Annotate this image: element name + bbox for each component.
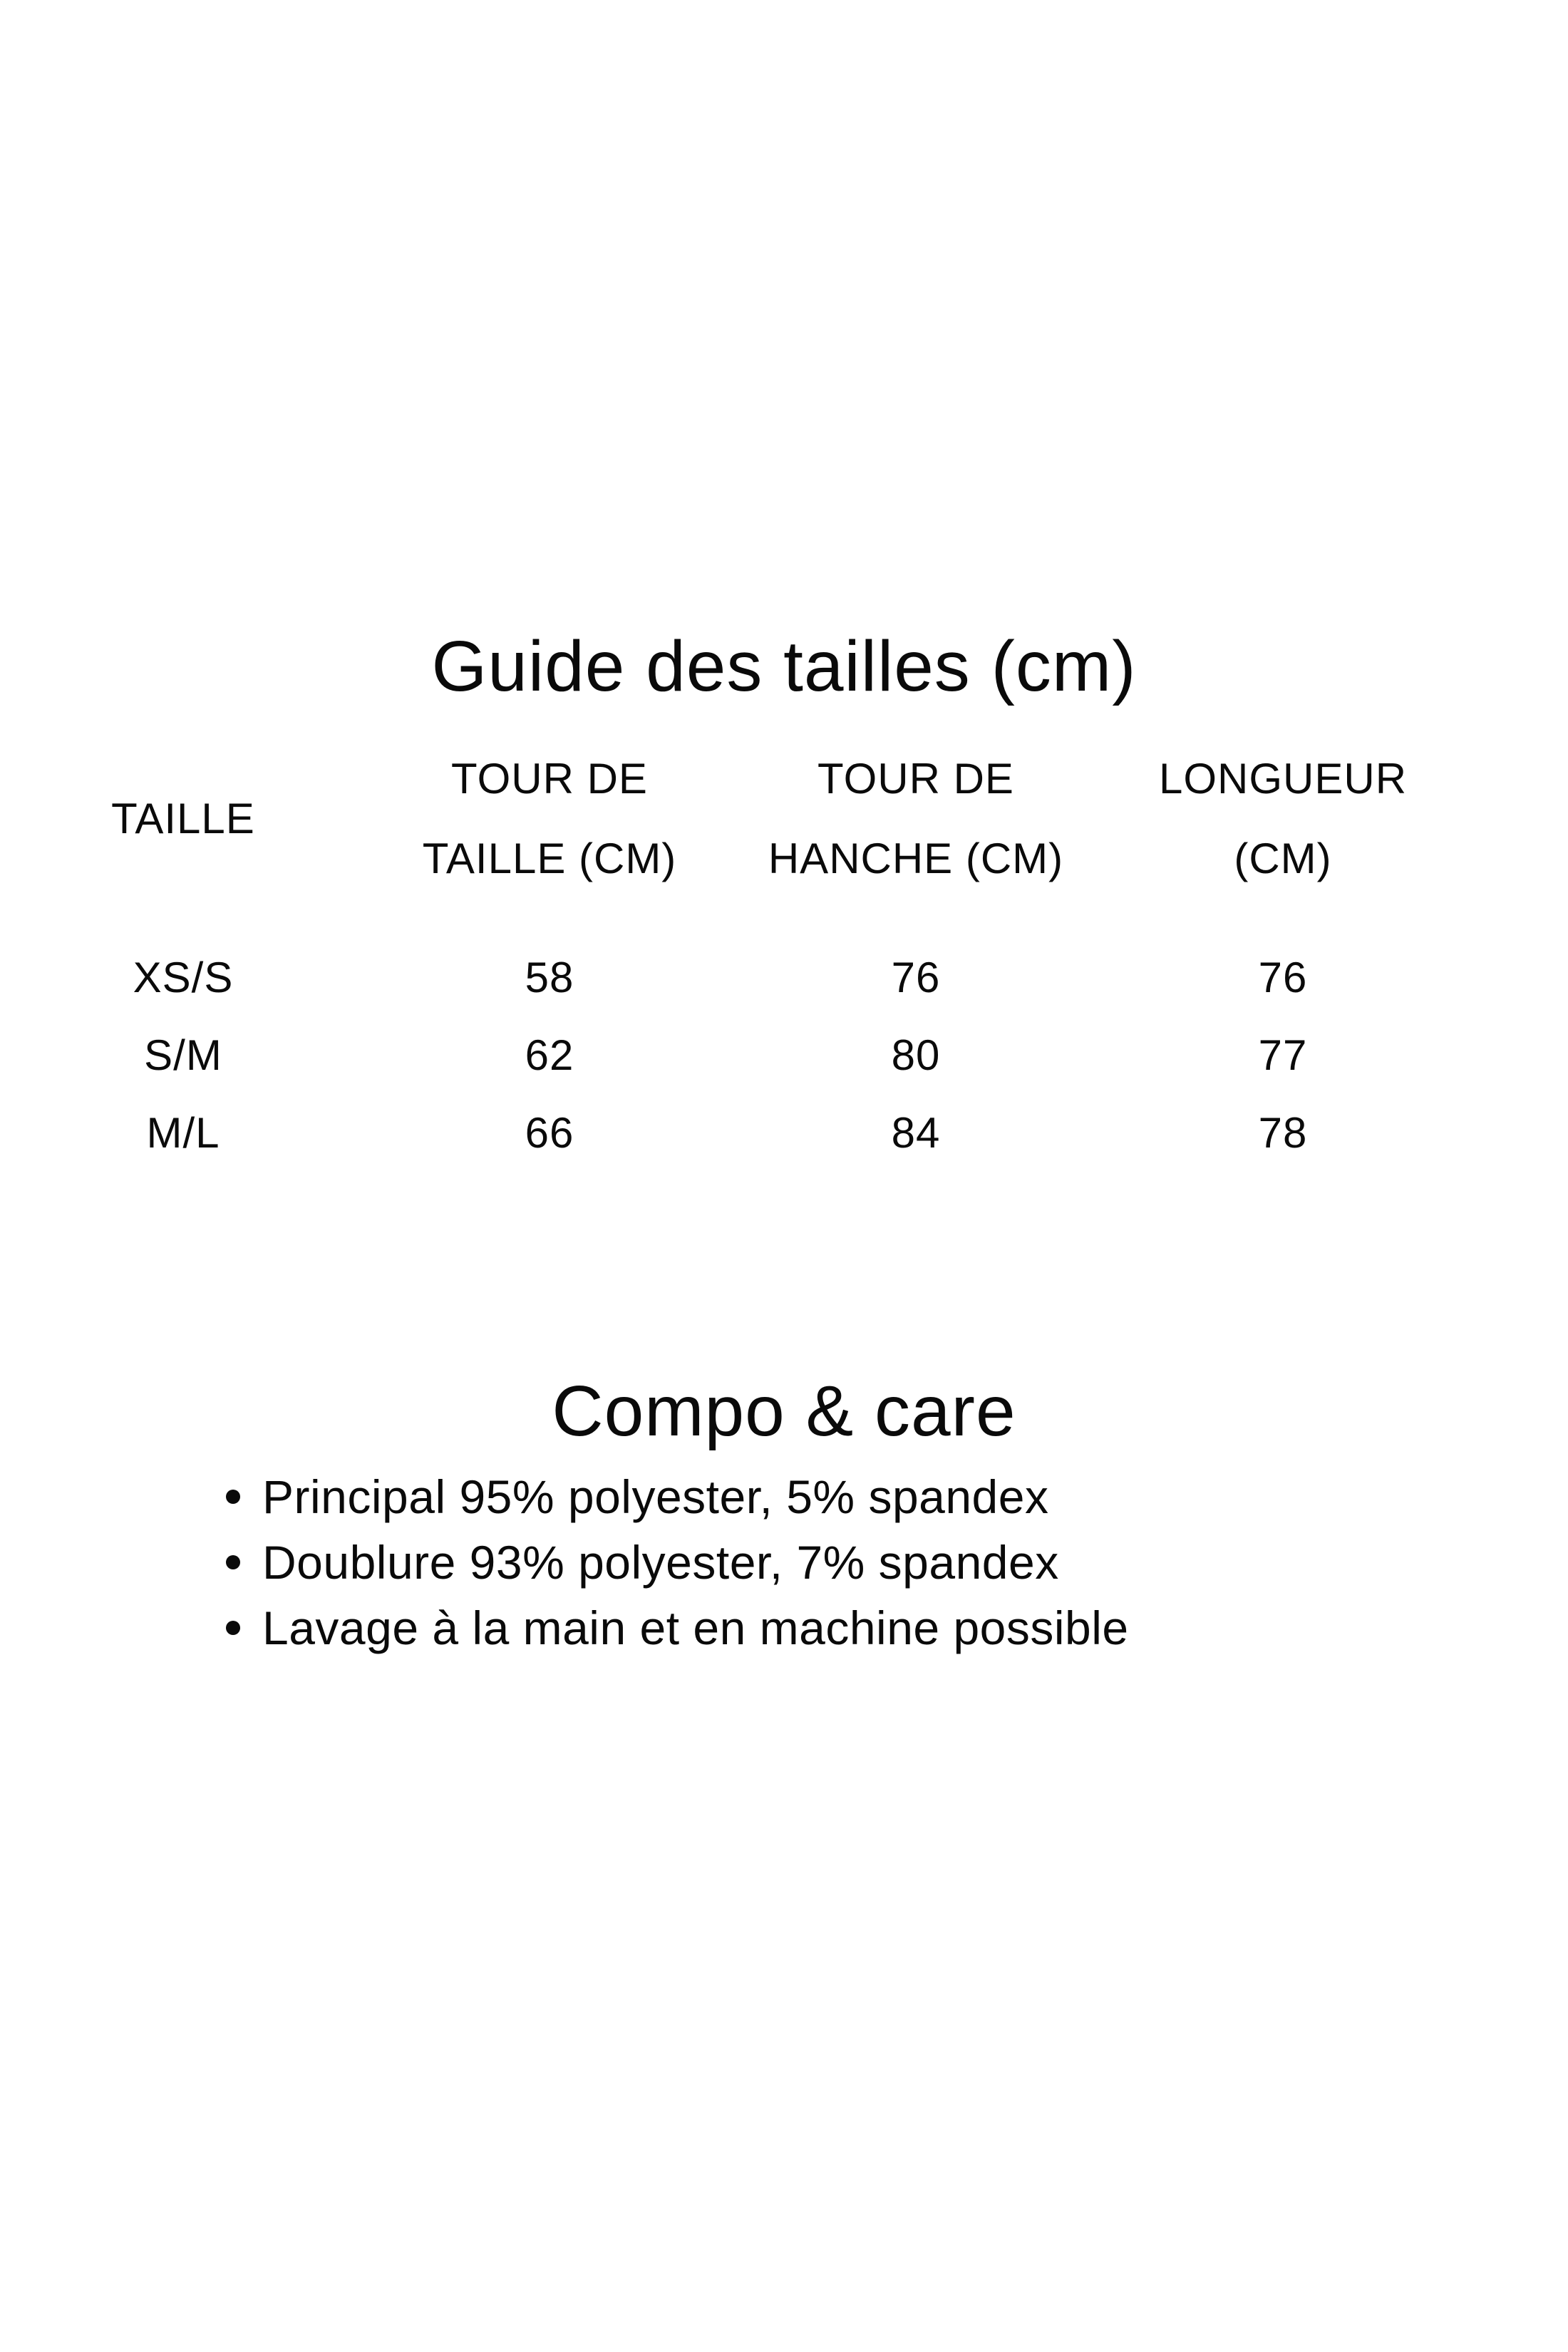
cell-size: S/M bbox=[144, 1031, 222, 1079]
column-size bbox=[0, 939, 368, 1172]
column-length bbox=[1098, 939, 1468, 1172]
care-item-text: Doublure 93% polyester, 7% spandex bbox=[262, 1536, 1059, 1589]
header-waist-line2: TAILLE (CM) bbox=[422, 835, 677, 882]
cell-hip: 84 bbox=[891, 1109, 941, 1157]
cell-length: 76 bbox=[1258, 954, 1308, 1001]
cell-waist: 62 bbox=[525, 1031, 574, 1079]
header-length-line1: LONGUEUR bbox=[1158, 755, 1408, 803]
cell-size: XS/S bbox=[133, 954, 234, 1001]
care-item-text: Principal 95% polyester, 5% spandex bbox=[262, 1470, 1049, 1523]
column-hip bbox=[731, 939, 1101, 1172]
column-waist bbox=[364, 939, 735, 1172]
care-item-text: Lavage à la main et en machine possible bbox=[262, 1601, 1129, 1654]
size-guide-title: Guide des tailles (cm) bbox=[431, 626, 1137, 706]
header-hip bbox=[731, 739, 1101, 899]
header-hip-line1: TOUR DE bbox=[817, 755, 1014, 803]
care-list-item bbox=[214, 1595, 1129, 1661]
cell-hip: 80 bbox=[891, 1031, 941, 1079]
bullet-icon bbox=[226, 1555, 240, 1569]
header-length-line2: (CM) bbox=[1234, 835, 1332, 882]
cell-length: 77 bbox=[1258, 1031, 1308, 1079]
header-waist bbox=[364, 739, 735, 899]
header-length bbox=[1098, 739, 1468, 899]
header-hip-line2: HANCHE (CM) bbox=[768, 835, 1064, 882]
care-title: Compo & care bbox=[552, 1371, 1016, 1451]
header-waist-line1: TOUR DE bbox=[451, 755, 648, 803]
cell-hip: 76 bbox=[891, 954, 941, 1001]
cell-length: 78 bbox=[1258, 1109, 1308, 1157]
header-size-label: TAILLE bbox=[111, 795, 255, 842]
bullet-icon bbox=[226, 1621, 240, 1635]
care-list-item bbox=[214, 1530, 1129, 1595]
care-list bbox=[214, 1464, 1129, 1661]
bullet-icon bbox=[226, 1490, 240, 1504]
care-list-item bbox=[214, 1464, 1129, 1530]
cell-waist: 58 bbox=[525, 954, 574, 1001]
header-size bbox=[0, 739, 368, 899]
cell-waist: 66 bbox=[525, 1109, 574, 1157]
cell-size: M/L bbox=[146, 1109, 220, 1157]
